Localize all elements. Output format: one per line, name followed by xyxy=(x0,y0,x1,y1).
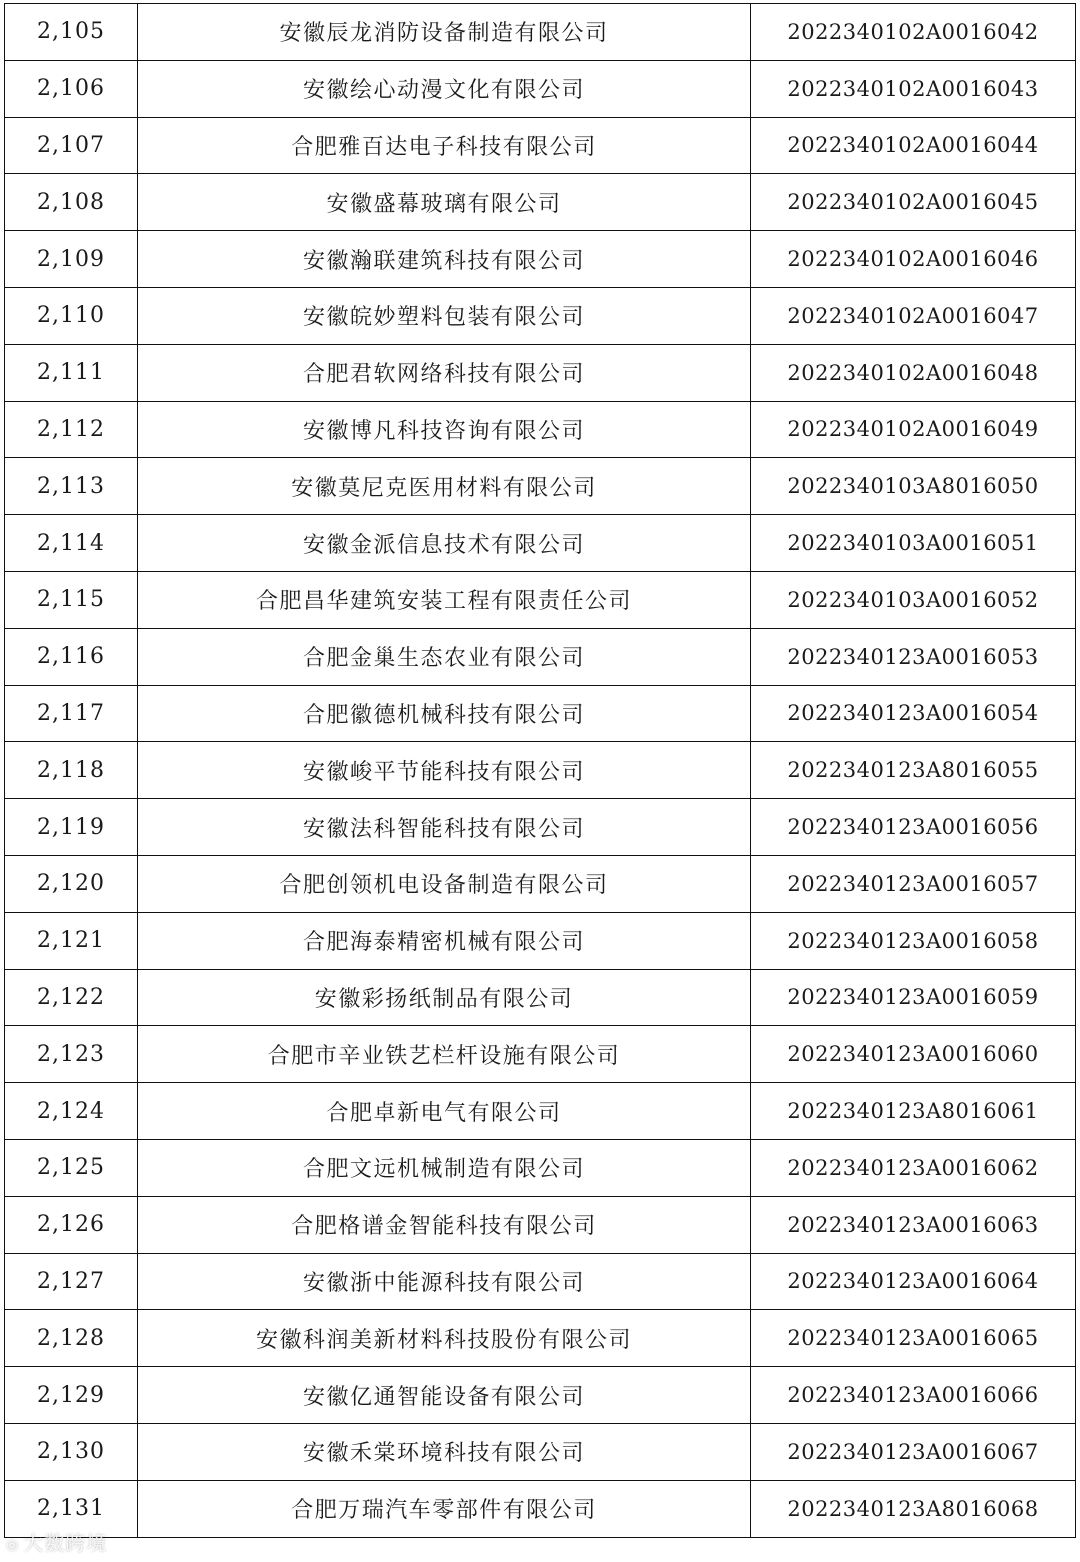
certificate-code: 2022340123A0016056 xyxy=(751,799,1076,856)
row-number: 2,118 xyxy=(5,742,138,799)
row-number: 2,120 xyxy=(5,855,138,912)
row-number: 2,126 xyxy=(5,1196,138,1253)
row-number: 2,115 xyxy=(5,571,138,628)
table-row xyxy=(5,231,1076,288)
certificate-code: 2022340102A0016046 xyxy=(751,231,1076,288)
table-row xyxy=(5,1253,1076,1310)
row-number: 2,122 xyxy=(5,969,138,1026)
table-row xyxy=(5,117,1076,174)
table-row xyxy=(5,1367,1076,1424)
table-row xyxy=(5,1310,1076,1367)
row-number: 2,127 xyxy=(5,1253,138,1310)
row-number: 2,123 xyxy=(5,1026,138,1083)
company-name: 合肥金巢生态农业有限公司 xyxy=(138,628,751,685)
watermark xyxy=(6,1527,107,1556)
certificate-code: 2022340102A0016048 xyxy=(751,344,1076,401)
certificate-code: 2022340102A0016045 xyxy=(751,174,1076,231)
company-name: 合肥雅百达电子科技有限公司 xyxy=(138,117,751,174)
table-row xyxy=(5,458,1076,515)
row-number: 2,125 xyxy=(5,1139,138,1196)
row-number: 2,131 xyxy=(5,1480,138,1537)
certificate-code: 2022340123A0016063 xyxy=(751,1196,1076,1253)
company-name: 安徽浙中能源科技有限公司 xyxy=(138,1253,751,1310)
weibo-logo-icon: ◎ xyxy=(6,1536,20,1553)
certificate-code: 2022340102A0016042 xyxy=(751,4,1076,61)
company-list-table xyxy=(4,3,1076,1538)
row-number: 2,111 xyxy=(5,344,138,401)
table-row xyxy=(5,287,1076,344)
table-row xyxy=(5,742,1076,799)
company-name: 安徽莫尼克医用材料有限公司 xyxy=(138,458,751,515)
row-number: 2,116 xyxy=(5,628,138,685)
company-name: 安徽法科智能科技有限公司 xyxy=(138,799,751,856)
table-row xyxy=(5,571,1076,628)
company-name: 安徽皖妙塑料包装有限公司 xyxy=(138,287,751,344)
table-row xyxy=(5,799,1076,856)
certificate-code: 2022340123A8016061 xyxy=(751,1083,1076,1140)
company-name: 合肥卓新电气有限公司 xyxy=(138,1083,751,1140)
table-row xyxy=(5,1026,1076,1083)
row-number: 2,119 xyxy=(5,799,138,856)
company-name: 安徽金派信息技术有限公司 xyxy=(138,515,751,572)
certificate-code: 2022340123A0016058 xyxy=(751,912,1076,969)
row-number: 2,112 xyxy=(5,401,138,458)
row-number: 2,124 xyxy=(5,1083,138,1140)
company-name: 合肥创领机电设备制造有限公司 xyxy=(138,855,751,912)
certificate-code: 2022340102A0016049 xyxy=(751,401,1076,458)
row-number: 2,113 xyxy=(5,458,138,515)
table-row xyxy=(5,60,1076,117)
table-row xyxy=(5,344,1076,401)
table-row xyxy=(5,912,1076,969)
table-row xyxy=(5,855,1076,912)
certificate-code: 2022340123A0016060 xyxy=(751,1026,1076,1083)
company-name: 安徽绘心动漫文化有限公司 xyxy=(138,60,751,117)
company-name: 合肥海泰精密机械有限公司 xyxy=(138,912,751,969)
certificate-code: 2022340123A0016053 xyxy=(751,628,1076,685)
table-row xyxy=(5,174,1076,231)
row-number: 2,117 xyxy=(5,685,138,742)
certificate-code: 2022340123A0016067 xyxy=(751,1423,1076,1480)
row-number: 2,114 xyxy=(5,515,138,572)
certificate-code: 2022340103A0016052 xyxy=(751,571,1076,628)
row-number: 2,130 xyxy=(5,1423,138,1480)
row-number: 2,121 xyxy=(5,912,138,969)
row-number: 2,106 xyxy=(5,60,138,117)
table-row xyxy=(5,4,1076,61)
row-number: 2,129 xyxy=(5,1367,138,1424)
company-name: 安徽禾棠环境科技有限公司 xyxy=(138,1423,751,1480)
table-row xyxy=(5,401,1076,458)
company-name: 安徽亿通智能设备有限公司 xyxy=(138,1367,751,1424)
company-name: 合肥格谱金智能科技有限公司 xyxy=(138,1196,751,1253)
table-body xyxy=(5,4,1076,1538)
table-row xyxy=(5,628,1076,685)
certificate-code: 2022340123A0016059 xyxy=(751,969,1076,1026)
company-name: 合肥徽德机械科技有限公司 xyxy=(138,685,751,742)
company-name: 合肥文远机械制造有限公司 xyxy=(138,1139,751,1196)
row-number: 2,108 xyxy=(5,174,138,231)
table-row xyxy=(5,515,1076,572)
table-row xyxy=(5,1423,1076,1480)
company-name: 安徽瀚联建筑科技有限公司 xyxy=(138,231,751,288)
table-row xyxy=(5,1083,1076,1140)
certificate-code: 2022340123A0016054 xyxy=(751,685,1076,742)
company-name: 安徽博凡科技咨询有限公司 xyxy=(138,401,751,458)
row-number: 2,109 xyxy=(5,231,138,288)
certificate-code: 2022340123A8016068 xyxy=(751,1480,1076,1537)
certificate-code: 2022340123A0016066 xyxy=(751,1367,1076,1424)
row-number: 2,110 xyxy=(5,287,138,344)
company-name: 安徽峻平节能科技有限公司 xyxy=(138,742,751,799)
certificate-code: 2022340123A0016065 xyxy=(751,1310,1076,1367)
certificate-code: 2022340102A0016047 xyxy=(751,287,1076,344)
company-name: 安徽彩扬纸制品有限公司 xyxy=(138,969,751,1026)
row-number: 2,105 xyxy=(5,4,138,61)
table-row xyxy=(5,1480,1076,1537)
table-row xyxy=(5,1139,1076,1196)
certificate-code: 2022340123A0016062 xyxy=(751,1139,1076,1196)
certificate-code: 2022340123A0016064 xyxy=(751,1253,1076,1310)
certificate-code: 2022340103A8016050 xyxy=(751,458,1076,515)
certificate-code: 2022340102A0016044 xyxy=(751,117,1076,174)
row-number: 2,107 xyxy=(5,117,138,174)
table-row xyxy=(5,685,1076,742)
row-number: 2,128 xyxy=(5,1310,138,1367)
watermark-text: 大数跨境 xyxy=(23,1531,108,1555)
certificate-code: 2022340103A0016051 xyxy=(751,515,1076,572)
table-row xyxy=(5,969,1076,1026)
company-name: 安徽盛幕玻璃有限公司 xyxy=(138,174,751,231)
table-row xyxy=(5,1196,1076,1253)
certificate-code: 2022340102A0016043 xyxy=(751,60,1076,117)
certificate-code: 2022340123A8016055 xyxy=(751,742,1076,799)
company-name: 安徽辰龙消防设备制造有限公司 xyxy=(138,4,751,61)
company-name: 合肥市辛业铁艺栏杆设施有限公司 xyxy=(138,1026,751,1083)
company-name: 合肥君软网络科技有限公司 xyxy=(138,344,751,401)
certificate-code: 2022340123A0016057 xyxy=(751,855,1076,912)
company-name: 合肥昌华建筑安装工程有限责任公司 xyxy=(138,571,751,628)
company-name: 合肥万瑞汽车零部件有限公司 xyxy=(138,1480,751,1537)
company-name: 安徽科润美新材料科技股份有限公司 xyxy=(138,1310,751,1367)
